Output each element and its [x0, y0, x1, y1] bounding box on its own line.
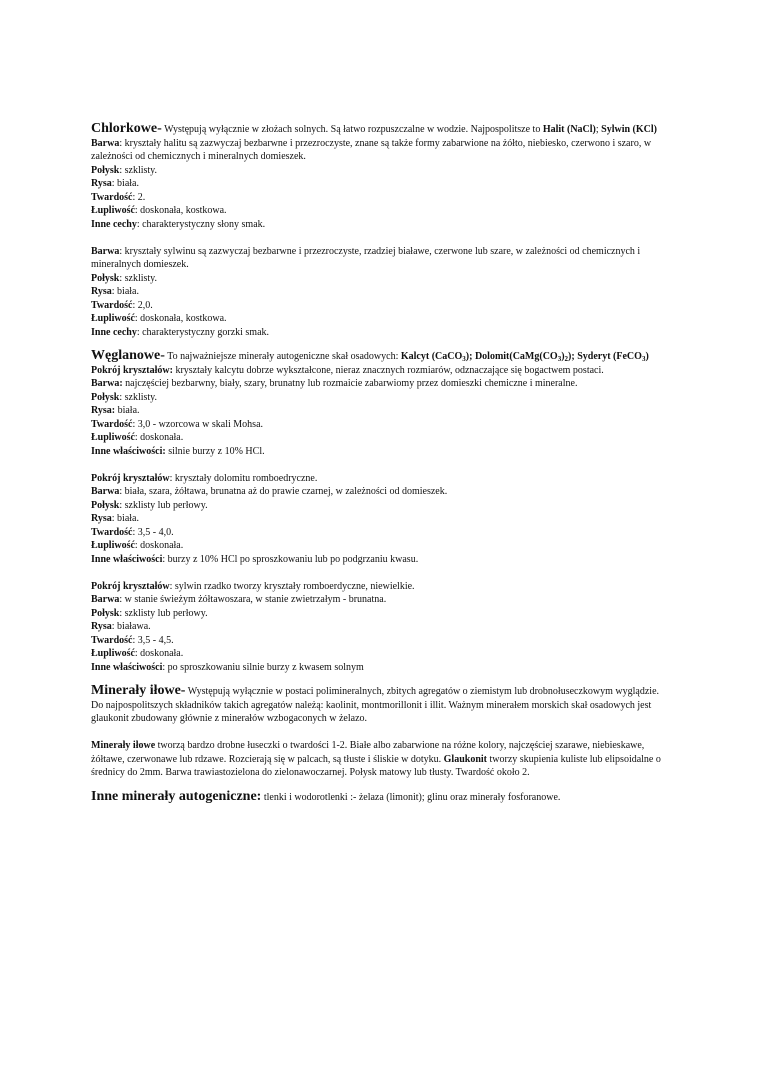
- ilowe-description: Minerały iłowe tworzą bardzo drobne łuseczki o twardości 1-2. Białe albo zabarwione na różne kolory, najczęściej szarawe, niebieskawe, żółtawe, czerwonawe lub rdzawe. Rozcierają się w palcach, są tłuste i śliskie w dotyku. Glaukonit tworzy skupienia kuliste lub elipsoidalne o średnicy do 2mm. Barwa trawiastozielona do zielonawoczarnej. Połysk matowy lub tłusty. Twardość około 2.: [91, 740, 661, 778]
- dolomit-pokroj: Pokrój kryształów: kryształy dolomitu romboedryczne.: [91, 472, 318, 484]
- syderyt-barwa: Barwa: w stanie świeżym żółtawoszara, w stanie zwietrzałym - brunatna.: [91, 594, 387, 605]
- halit-inne: Inne cechy: charakterystyczny słony smak.: [91, 218, 266, 230]
- inne-mineraly: Inne minerały autogeniczne: tlenki i wodorotlenki :- żelaza (limonit); glinu oraz minerały fosforanowe.: [91, 788, 561, 804]
- syderyt-rysa: Rysa: biaława.: [91, 621, 151, 632]
- section-title-chlorkowe: Chlorkowe-: [91, 121, 162, 136]
- section-title-ilowe: Minerały iłowe-: [91, 683, 186, 698]
- document-body: [91, 122, 671, 804]
- syderyt-lupliwosc: Łupliwość: doskonała.: [91, 648, 184, 659]
- kalcyt-barwa: Barwa: najczęściej bezbarwny, biały, szary, brunatny lub rozmaicie zabarwiomy przez domieszki chemiczne i mineralne.: [91, 378, 578, 389]
- sylwin-twardosc: Twardość: 2,0.: [91, 299, 153, 311]
- kalcyt-pokroj: Pokrój kryształów: kryształy kalcytu dobrze wykształcone, nieraz znacznych rozmiarów, odznaczające się bogactwem postaci.: [91, 364, 604, 376]
- sylwin-polysk: Połysk: szklisty.: [91, 272, 158, 284]
- dolomit-lupliwosc: Łupliwość: doskonała.: [91, 540, 184, 551]
- sylwin-rysa: Rysa: biała.: [91, 286, 139, 297]
- halit-polysk: Połysk: szklisty.: [91, 164, 158, 176]
- halit-rysa: Rysa: biała.: [91, 178, 139, 189]
- kalcyt-inne: Inne właściwości: silnie burzy z 10% HCl.: [91, 445, 265, 457]
- dolomit-polysk: Połysk: szklisty lub perłowy.: [91, 499, 208, 511]
- ilowe-intro: Minerały iłowe- Występują wyłącznie w postaci polimineralnych, zbitych agregatów o ziemistym lub drobnołuseczkowym wyglądzie. Do najpospolitszych składników takich agregatów należą: kaolinit, montmorillonit i illit. Ważnym minerałem morskich skał osadowych jest glaukonit zbudowany głównie z minerałów wzbogaconych w żelazo.: [91, 683, 660, 724]
- chlorkowe-intro: Chlorkowe- Występują wyłącznie w złożach solnych. Są łatwo rozpuszczalne w wodzie. Najpospolitsze to Halit (NaCl); Sylwin (KCl): [91, 121, 657, 136]
- halit-twardosc: Twardość: 2.: [91, 191, 146, 203]
- kalcyt-twardosc: Twardość: 3,0 - wzorcowa w skali Mohsa.: [91, 418, 264, 430]
- sylwin-inne: Inne cechy: charakterystyczny gorzki smak.: [91, 326, 270, 338]
- syderyt-pokroj: Pokrój kryształów: sylwin rzadko tworzy kryształy romboerdyczne, niewielkie.: [91, 580, 415, 592]
- sylwin-barwa: Barwa: kryształy sylwinu są zazwyczaj bezbarwne i przezroczyste, rzadziej białawe, czerwone lub szare, w zależności od chemicznych i mineralnych domieszek.: [91, 245, 641, 270]
- section-title-inne: Inne minerały autogeniczne:: [91, 788, 262, 804]
- dolomit-barwa: Barwa: biała, szara, żółtawa, brunatna aż do prawie czarnej, w zależności od domieszek.: [91, 486, 448, 497]
- dolomit-twardosc: Twardość: 3,5 - 4,0.: [91, 526, 174, 538]
- dolomit-rysa: Rysa: biała.: [91, 513, 139, 524]
- syderyt-twardosc: Twardość: 3,5 - 4,5.: [91, 634, 174, 646]
- section-title-weglanowe: Węglanowe-: [91, 348, 165, 363]
- halit-lupliwosc: Łupliwość: doskonała, kostkowa.: [91, 205, 227, 216]
- sylwin-lupliwosc: Łupliwość: doskonała, kostkowa.: [91, 313, 227, 324]
- weglanowe-intro: Węglanowe- To najważniejsze minerały autogeniczne skał osadowych: Kalcyt (CaCO$_3$); $Dolomit(CaMg(CO_3)_2)$; Syderyt (FeCO$_3$): [91, 348, 649, 363]
- halit-barwa: Barwa: kryształy halitu są zazwyczaj bezbarwne i przezroczyste, znane są także formy zabarwione na żółto, niebiesko, czerwono i szaro, w zależności od chemicznych i mineralnych domieszek.: [91, 137, 652, 162]
- kalcyt-polysk: Połysk: szklisty.: [91, 391, 158, 403]
- syderyt-polysk: Połysk: szklisty lub perłowy.: [91, 607, 208, 619]
- dolomit-inne: Inne właściwości: burzy z 10% HCl po sproszkowaniu lub po podgrzaniu kwasu.: [91, 553, 419, 565]
- kalcyt-lupliwosc: Łupliwość: doskonała.: [91, 432, 184, 443]
- kalcyt-rysa: Rysa: biała.: [91, 405, 140, 416]
- syderyt-inne: Inne właściwości: po sproszkowaniu silnie burzy z kwasem solnym: [91, 661, 364, 673]
